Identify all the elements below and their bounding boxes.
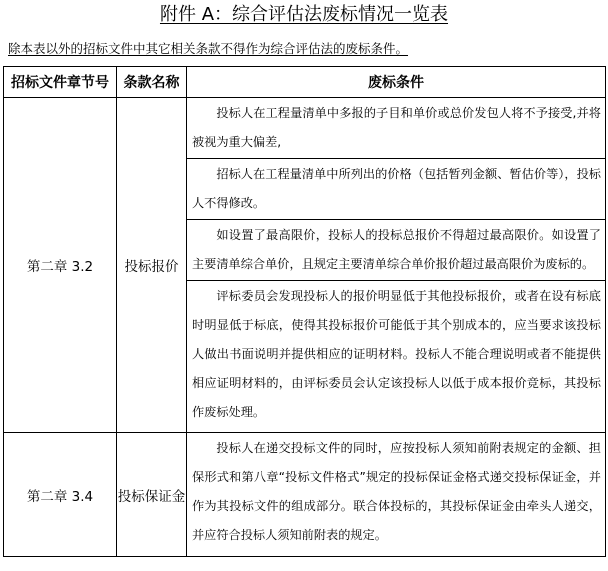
chapter-cell: 第二章 3.2	[4, 98, 117, 433]
condition-cell: 投标人在工程量清单中多报的子目和单价或总价发包人将不予接受,并将被视为重大偏差,	[187, 98, 606, 159]
clause-cell: 投标保证金	[117, 433, 187, 557]
clause-cell: 投标报价	[117, 98, 187, 433]
table-row	[4, 98, 606, 159]
page-title: 附件 A：综合评估法废标情况一览表	[159, 4, 449, 25]
condition-cell: 投标人在递交投标文件的同时，应按投标人须知前附表规定的金额、担保形式和第八章“投标文件格式”规定的投标保证金格式递交投标保证金，并作为其投标文件的组成部分。联合体投标的，其投标保证金由牵头人递交，并应符合投标人须知前附表的规定。	[187, 433, 606, 557]
abandoned-bid-table	[3, 66, 606, 557]
table-header-row	[4, 67, 606, 98]
header-clause: 条款名称	[117, 67, 187, 98]
condition-cell: 评标委员会发现投标人的报价明显低于其他投标报价，或者在设有标底时明显低于标底，使得其投标报价可能低于其个别成本的，应当要求该投标人做出书面说明并提供相应的证明材料。投标人不能合理说明或者不能提供相应证明材料的，由评标委员会认定该投标人以低于成本报价竞标，其投标作废标处理。	[187, 281, 606, 433]
condition-cell: 招标人在工程量清单中所列出的价格（包括暂列金额、暂估价等），投标人不得修改。	[187, 159, 606, 220]
condition-cell: 如设置了最高限价，投标人的投标总报价不得超过最高限价。如设置了主要清单综合单价，且规定主要清单综合单价报价超过最高限价为废标的。	[187, 220, 606, 281]
header-condition: 废标条件	[187, 67, 606, 98]
chapter-cell: 第二章 3.4	[4, 433, 117, 557]
note-text: 除本表以外的招标文件中其它相关条款不得作为综合评估法的废标条件。	[8, 41, 409, 56]
table-row	[4, 433, 606, 557]
header-chapter: 招标文件章节号	[4, 67, 117, 98]
